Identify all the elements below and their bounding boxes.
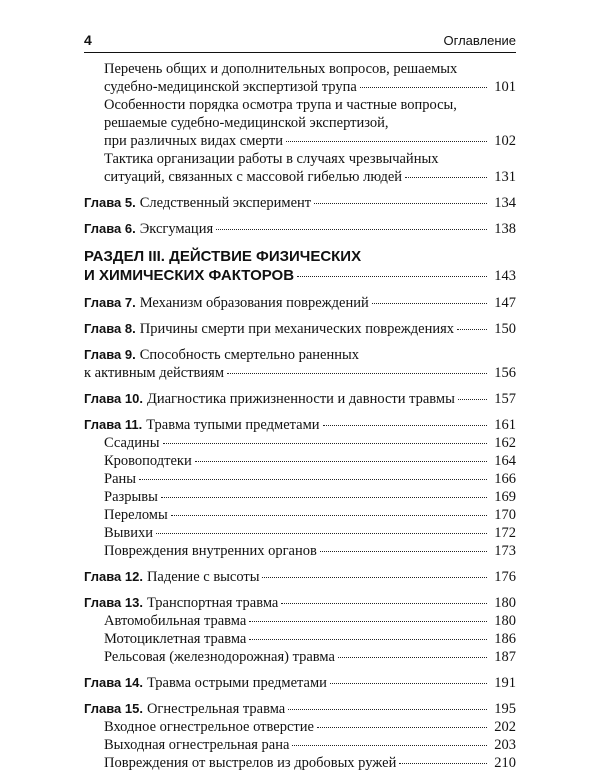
chapter-number: Глава 5. — [84, 195, 136, 210]
dot-leader — [330, 683, 487, 684]
dot-leader — [314, 203, 487, 204]
entry-title: Повреждения от выстрелов из дробовых ружей — [104, 755, 397, 771]
dot-leader — [249, 621, 487, 622]
toc-subentry — [84, 630, 516, 648]
entry-title: И ХИМИЧЕСКИХ ФАКТОРОВ — [84, 267, 295, 284]
entry-title: Ссадины — [104, 435, 160, 451]
toc-chapter-9 — [84, 346, 516, 382]
page-ref: 172 — [494, 525, 516, 541]
chapter-number: Глава 14. — [84, 675, 143, 690]
entry-title: Раны — [104, 471, 137, 487]
page-ref: 173 — [494, 543, 516, 559]
page-ref: 195 — [494, 701, 516, 717]
page-ref: 210 — [494, 755, 516, 771]
chapter-number: Глава 11. — [84, 417, 143, 432]
dot-leader — [372, 303, 487, 304]
toc-subentry — [84, 754, 516, 772]
dot-leader — [161, 497, 487, 498]
dot-leader — [156, 533, 487, 534]
entry-title: Вывихи — [104, 525, 154, 541]
page-ref: 170 — [494, 507, 516, 523]
dot-leader — [297, 276, 487, 277]
page-ref: 191 — [494, 675, 516, 691]
toc-subentry — [84, 488, 516, 506]
toc-chapter-5 — [84, 194, 516, 212]
toc-subentry — [84, 150, 516, 186]
dot-leader — [457, 329, 487, 330]
dot-leader — [458, 399, 487, 400]
dot-leader — [360, 87, 487, 88]
page-ref: 186 — [494, 631, 516, 647]
dot-leader — [216, 229, 487, 230]
running-title: Оглавление — [443, 33, 516, 48]
toc-chapter-6 — [84, 220, 516, 238]
toc-subentry — [84, 524, 516, 542]
entry-title: Тактика организации работы в случаях чрезвычайных — [104, 151, 439, 167]
toc-chapter-7 — [84, 294, 516, 312]
dot-leader — [338, 657, 487, 658]
dot-leader — [163, 443, 487, 444]
entry-title: Переломы — [104, 507, 168, 523]
dot-leader — [288, 709, 487, 710]
chapter-number: Глава 13. — [84, 595, 143, 610]
page-header — [84, 32, 516, 53]
page-ref: 169 — [494, 489, 516, 505]
page-ref: 187 — [494, 649, 516, 665]
toc-subentry — [84, 96, 516, 150]
entry-title: ситуаций, связанных с массовой гибелью людей — [104, 169, 403, 185]
page-ref: 147 — [494, 295, 516, 311]
dot-leader — [262, 577, 487, 578]
entry-title: Травма острыми предметами — [146, 675, 327, 691]
page-ref: 102 — [494, 133, 516, 149]
entry-title: Мотоциклетная травма — [104, 631, 247, 647]
entry-title: Диагностика прижизненности и давности травмы — [146, 391, 455, 407]
page-ref: 143 — [494, 268, 516, 284]
page-ref: 150 — [494, 321, 516, 337]
page-ref: 157 — [494, 391, 516, 407]
toc-chapter-12 — [84, 568, 516, 586]
toc-chapter-13 — [84, 594, 516, 612]
entry-title: Особенности порядка осмотра трупа и частные вопросы, — [104, 97, 457, 113]
chapter-number: Глава 9. — [84, 347, 136, 362]
dot-leader — [281, 603, 487, 604]
entry-title: Причины смерти при механических повреждениях — [139, 321, 455, 337]
page-ref: 134 — [494, 195, 516, 211]
page-ref: 164 — [494, 453, 516, 469]
chapter-number: Глава 15. — [84, 701, 143, 716]
entry-title: Транспортная травма — [146, 595, 279, 611]
dot-leader — [320, 551, 487, 552]
entry-title: судебно-медицинской экспертизой трупа — [104, 79, 357, 95]
table-of-contents — [84, 60, 516, 772]
toc-subentry — [84, 506, 516, 524]
dot-leader — [171, 515, 487, 516]
entry-title: при различных видах смерти — [104, 133, 283, 149]
toc-subentry — [84, 612, 516, 630]
page-number: 4 — [84, 32, 92, 48]
toc-subentry — [84, 718, 516, 736]
page-ref: 138 — [494, 221, 516, 237]
toc-subentry — [84, 470, 516, 488]
toc-subentry — [84, 648, 516, 666]
chapter-number: Глава 10. — [84, 391, 143, 406]
entry-title: к активным действиям — [84, 365, 225, 381]
entry-title: Повреждения внутренних органов — [104, 543, 317, 559]
page-ref: 156 — [494, 365, 516, 381]
entry-title: Перечень общих и дополнительных вопросов, решаемых — [104, 61, 458, 77]
chapter-number: Глава 12. — [84, 569, 143, 584]
page-ref: 161 — [494, 417, 516, 433]
toc-chapter-10 — [84, 390, 516, 408]
entry-title: Огнестрельная травма — [146, 701, 286, 717]
page-ref: 180 — [494, 595, 516, 611]
toc-chapter-14 — [84, 674, 516, 692]
entry-title: Следственный эксперимент — [139, 195, 312, 211]
entry-title: Рельсовая (железнодорожная) травма — [104, 649, 335, 665]
dot-leader — [317, 727, 487, 728]
entry-title: Падение с высоты — [146, 569, 260, 585]
chapter-number: Глава 8. — [84, 321, 136, 336]
entry-title: Выходная огнестрельная рана — [104, 737, 290, 753]
dot-leader — [139, 479, 487, 480]
page-ref: 203 — [494, 737, 516, 753]
entry-title: Входное огнестрельное отверстие — [104, 719, 314, 735]
dot-leader — [227, 373, 487, 374]
entry-title: Способность смертельно раненных — [139, 347, 359, 363]
toc-chapter-11 — [84, 416, 516, 434]
toc-section-3 — [84, 247, 516, 286]
entry-title: Автомобильная травма — [104, 613, 247, 629]
dot-leader — [249, 639, 487, 640]
dot-leader — [292, 745, 487, 746]
toc-subentry — [84, 434, 516, 452]
entry-title: РАЗДЕЛ III. ДЕЙСТВИЕ ФИЗИЧЕСКИХ — [84, 248, 362, 265]
dot-leader — [323, 425, 487, 426]
dot-leader — [286, 141, 487, 142]
toc-subentry — [84, 60, 516, 96]
dot-leader — [405, 177, 487, 178]
page-ref: 101 — [494, 79, 516, 95]
toc-subentry — [84, 452, 516, 470]
page-ref: 180 — [494, 613, 516, 629]
entry-title: Кровоподтеки — [104, 453, 192, 469]
entry-title: Разрывы — [104, 489, 158, 505]
toc-chapter-8 — [84, 320, 516, 338]
page-ref: 176 — [494, 569, 516, 585]
chapter-number: Глава 7. — [84, 295, 136, 310]
entry-title: Механизм образования повреждений — [139, 295, 369, 311]
page-ref: 166 — [494, 471, 516, 487]
toc-subentry — [84, 542, 516, 560]
page-ref: 202 — [494, 719, 516, 735]
page-ref: 162 — [494, 435, 516, 451]
dot-leader — [399, 763, 487, 764]
toc-subentry — [84, 736, 516, 754]
entry-title: решаемые судебно-медицинской экспертизой, — [104, 115, 389, 131]
page-ref: 131 — [494, 169, 516, 185]
entry-title: Травма тупыми предметами — [146, 417, 320, 433]
entry-title: Эксгумация — [139, 221, 214, 237]
dot-leader — [195, 461, 487, 462]
chapter-number: Глава 6. — [84, 221, 136, 236]
toc-chapter-15 — [84, 700, 516, 718]
